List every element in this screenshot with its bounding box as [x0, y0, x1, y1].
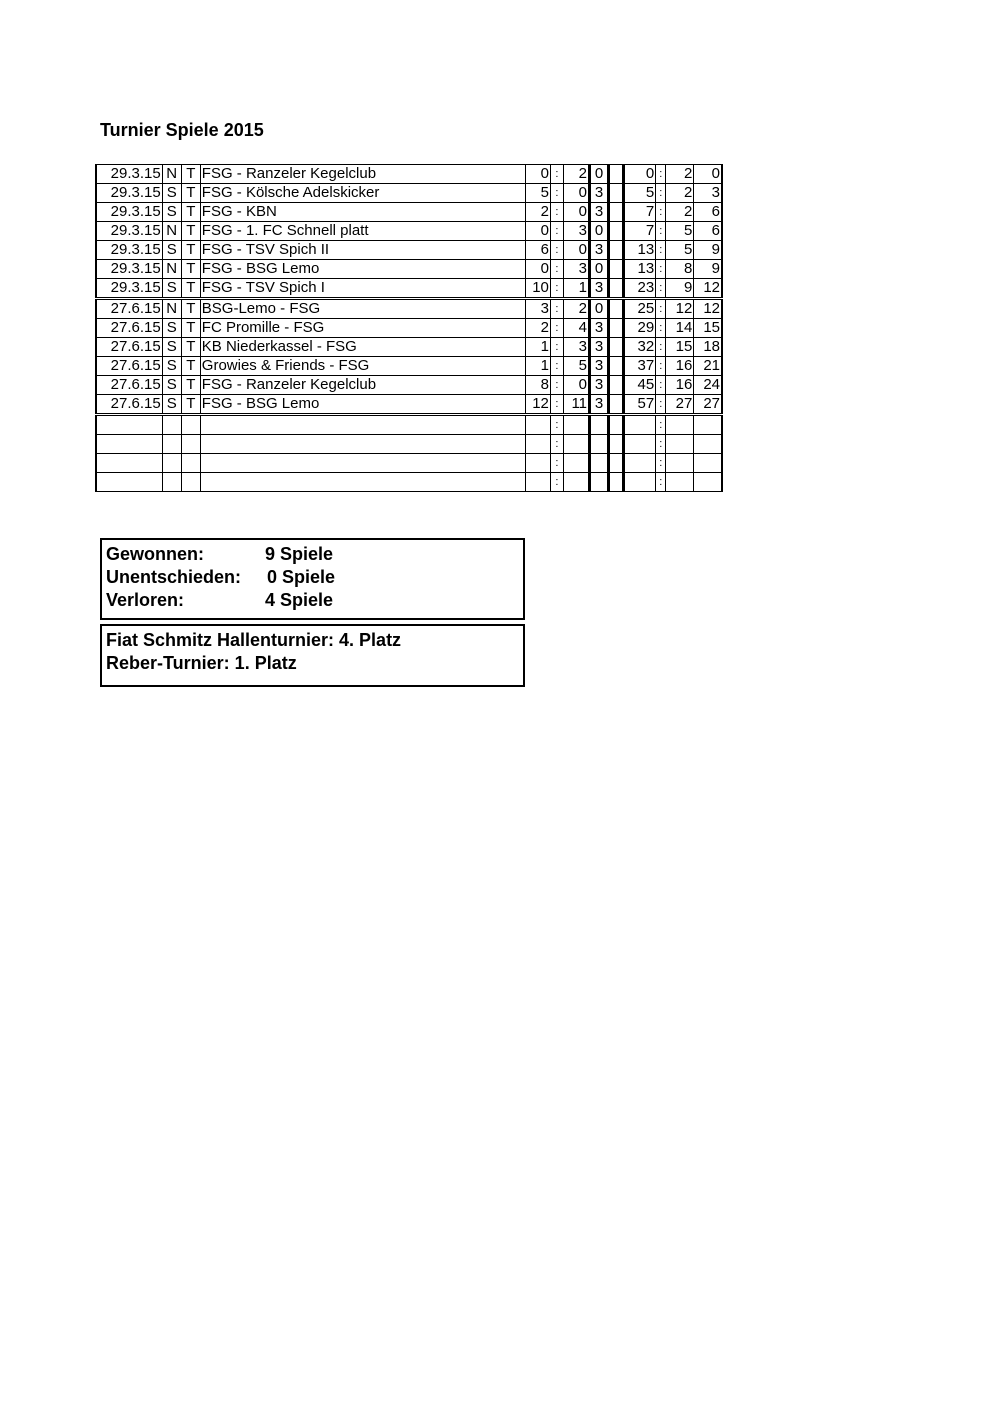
- spacer-cell: [609, 165, 624, 184]
- match-cell: FSG - BSG Lemo: [200, 395, 525, 415]
- table-row: [96, 203, 722, 222]
- score-home-cell: 6: [525, 241, 550, 260]
- date-cell: [96, 454, 162, 473]
- goals-colon: :: [656, 473, 666, 492]
- venue-cell: N: [162, 165, 181, 184]
- score-home-cell: 3: [525, 299, 550, 319]
- goals-for-cell: 45: [624, 376, 656, 395]
- score-colon: :: [550, 241, 563, 260]
- match-cell: FSG - TSV Spich II: [200, 241, 525, 260]
- date-cell: 27.6.15: [96, 338, 162, 357]
- date-cell: 29.3.15: [96, 260, 162, 279]
- type-cell: T: [181, 357, 200, 376]
- score-away-cell: 0: [563, 376, 589, 395]
- score-away-cell: 4: [563, 319, 589, 338]
- goals-against-cell: 27: [666, 395, 694, 415]
- goals-colon: :: [656, 222, 666, 241]
- points-cell: [590, 473, 609, 492]
- score-home-cell: 0: [525, 260, 550, 279]
- date-cell: 27.6.15: [96, 357, 162, 376]
- venue-cell: N: [162, 260, 181, 279]
- goals-for-cell: 5: [624, 184, 656, 203]
- points-cell: 3: [590, 357, 609, 376]
- table-row: [96, 435, 722, 454]
- type-cell: T: [181, 319, 200, 338]
- type-cell: T: [181, 338, 200, 357]
- total-points-cell: 0: [694, 165, 722, 184]
- total-points-cell: 27: [694, 395, 722, 415]
- venue-cell: S: [162, 279, 181, 299]
- goals-for-cell: 23: [624, 279, 656, 299]
- goals-against-cell: 2: [666, 203, 694, 222]
- score-away-cell: [563, 415, 589, 435]
- type-cell: [181, 435, 200, 454]
- total-points-cell: 24: [694, 376, 722, 395]
- type-cell: T: [181, 376, 200, 395]
- table-row: [96, 165, 722, 184]
- points-cell: 0: [590, 260, 609, 279]
- spacer-cell: [609, 319, 624, 338]
- score-colon: :: [550, 203, 563, 222]
- score-home-cell: 12: [525, 395, 550, 415]
- spacer-cell: [609, 222, 624, 241]
- score-away-cell: 3: [563, 260, 589, 279]
- type-cell: T: [181, 165, 200, 184]
- match-cell: FSG - Kölsche Adelskicker: [200, 184, 525, 203]
- venue-cell: S: [162, 241, 181, 260]
- goals-colon: :: [656, 415, 666, 435]
- goals-against-cell: [666, 454, 694, 473]
- score-home-cell: 0: [525, 222, 550, 241]
- won-value: 9 Spiele: [265, 544, 334, 564]
- spacer-cell: [609, 338, 624, 357]
- venue-cell: [162, 415, 181, 435]
- table-row: [96, 395, 722, 415]
- table-row: [96, 279, 722, 299]
- total-points-cell: 12: [694, 279, 722, 299]
- goals-for-cell: 25: [624, 299, 656, 319]
- type-cell: T: [181, 299, 200, 319]
- goals-against-cell: 15: [666, 338, 694, 357]
- goals-colon: :: [656, 435, 666, 454]
- score-away-cell: 3: [563, 338, 589, 357]
- score-home-cell: [525, 473, 550, 492]
- score-away-cell: [563, 454, 589, 473]
- tournament-result: Reber-Turnier: 1. Platz: [106, 653, 297, 673]
- goals-colon: :: [656, 338, 666, 357]
- match-cell: BSG-Lemo - FSG: [200, 299, 525, 319]
- date-cell: 29.3.15: [96, 184, 162, 203]
- spacer-cell: [609, 415, 624, 435]
- goals-against-cell: 2: [666, 184, 694, 203]
- score-away-cell: 2: [563, 165, 589, 184]
- tournament-result: Fiat Schmitz Hallenturnier: 4. Platz: [106, 630, 402, 650]
- goals-against-cell: 16: [666, 357, 694, 376]
- match-cell: [200, 473, 525, 492]
- venue-cell: S: [162, 357, 181, 376]
- total-points-cell: [694, 473, 722, 492]
- goals-against-cell: 5: [666, 241, 694, 260]
- venue-cell: [162, 473, 181, 492]
- score-away-cell: 3: [563, 222, 589, 241]
- goals-colon: :: [656, 184, 666, 203]
- score-home-cell: 2: [525, 203, 550, 222]
- goals-for-cell: 13: [624, 260, 656, 279]
- score-away-cell: 0: [563, 184, 589, 203]
- total-points-cell: 21: [694, 357, 722, 376]
- total-points-cell: [694, 435, 722, 454]
- goals-colon: :: [656, 241, 666, 260]
- match-cell: FC Promille - FSG: [200, 319, 525, 338]
- total-points-cell: 6: [694, 203, 722, 222]
- goals-against-cell: [666, 415, 694, 435]
- date-cell: 27.6.15: [96, 299, 162, 319]
- total-points-cell: 18: [694, 338, 722, 357]
- points-cell: 0: [590, 222, 609, 241]
- total-points-cell: [694, 454, 722, 473]
- spacer-cell: [609, 260, 624, 279]
- score-home-cell: [525, 454, 550, 473]
- points-cell: 3: [590, 338, 609, 357]
- spacer-cell: [609, 395, 624, 415]
- goals-colon: :: [656, 260, 666, 279]
- match-cell: Growies & Friends - FSG: [200, 357, 525, 376]
- goals-colon: :: [656, 376, 666, 395]
- goals-for-cell: 32: [624, 338, 656, 357]
- score-home-cell: [525, 435, 550, 454]
- score-colon: :: [550, 184, 563, 203]
- venue-cell: S: [162, 395, 181, 415]
- goals-for-cell: [624, 435, 656, 454]
- match-cell: FSG - Ranzeler Kegelclub: [200, 165, 525, 184]
- spacer-cell: [609, 299, 624, 319]
- score-colon: :: [550, 222, 563, 241]
- type-cell: T: [181, 395, 200, 415]
- venue-cell: S: [162, 338, 181, 357]
- date-cell: 29.3.15: [96, 165, 162, 184]
- venue-cell: N: [162, 299, 181, 319]
- goals-colon: :: [656, 203, 666, 222]
- type-cell: [181, 454, 200, 473]
- date-cell: 29.3.15: [96, 203, 162, 222]
- type-cell: [181, 473, 200, 492]
- match-cell: [200, 435, 525, 454]
- date-cell: 29.3.15: [96, 222, 162, 241]
- score-colon: :: [550, 473, 563, 492]
- venue-cell: [162, 435, 181, 454]
- date-cell: 27.6.15: [96, 376, 162, 395]
- goals-for-cell: 0: [624, 165, 656, 184]
- total-points-cell: [694, 415, 722, 435]
- total-points-cell: 6: [694, 222, 722, 241]
- goals-colon: :: [656, 395, 666, 415]
- score-away-cell: 2: [563, 299, 589, 319]
- table-row: [96, 319, 722, 338]
- date-cell: 29.3.15: [96, 241, 162, 260]
- venue-cell: S: [162, 376, 181, 395]
- type-cell: T: [181, 184, 200, 203]
- table-row: [96, 241, 722, 260]
- date-cell: 29.3.15: [96, 279, 162, 299]
- goals-for-cell: 7: [624, 222, 656, 241]
- goals-for-cell: [624, 415, 656, 435]
- type-cell: T: [181, 203, 200, 222]
- table-row: [96, 299, 722, 319]
- goals-for-cell: [624, 473, 656, 492]
- goals-against-cell: 8: [666, 260, 694, 279]
- score-colon: :: [550, 279, 563, 299]
- spacer-cell: [609, 279, 624, 299]
- points-cell: 3: [590, 395, 609, 415]
- total-points-cell: 12: [694, 299, 722, 319]
- spacer-cell: [609, 454, 624, 473]
- score-home-cell: 1: [525, 357, 550, 376]
- goals-for-cell: 29: [624, 319, 656, 338]
- venue-cell: [162, 454, 181, 473]
- goals-for-cell: 13: [624, 241, 656, 260]
- goals-against-cell: [666, 473, 694, 492]
- table-row: [96, 454, 722, 473]
- points-cell: 3: [590, 319, 609, 338]
- table-row: [96, 473, 722, 492]
- games-table: [95, 164, 723, 492]
- score-colon: :: [550, 299, 563, 319]
- score-colon: :: [550, 415, 563, 435]
- points-cell: [590, 454, 609, 473]
- score-away-cell: [563, 435, 589, 454]
- points-cell: 3: [590, 279, 609, 299]
- lost-label: Verloren:: [106, 590, 185, 610]
- match-cell: FSG - KBN: [200, 203, 525, 222]
- total-points-cell: 3: [694, 184, 722, 203]
- table-row: [96, 222, 722, 241]
- type-cell: T: [181, 279, 200, 299]
- score-away-cell: 11: [563, 395, 589, 415]
- score-away-cell: 0: [563, 241, 589, 260]
- venue-cell: S: [162, 203, 181, 222]
- spacer-cell: [609, 435, 624, 454]
- goals-colon: :: [656, 299, 666, 319]
- goals-against-cell: 2: [666, 165, 694, 184]
- points-cell: [590, 435, 609, 454]
- score-colon: :: [550, 395, 563, 415]
- table-row: [96, 357, 722, 376]
- venue-cell: S: [162, 319, 181, 338]
- score-colon: :: [550, 165, 563, 184]
- score-home-cell: 2: [525, 319, 550, 338]
- match-cell: KB Niederkassel - FSG: [200, 338, 525, 357]
- goals-for-cell: 7: [624, 203, 656, 222]
- goals-against-cell: 12: [666, 299, 694, 319]
- page-title: Turnier Spiele 2015: [100, 120, 264, 140]
- spacer-cell: [609, 357, 624, 376]
- date-cell: [96, 415, 162, 435]
- type-cell: T: [181, 260, 200, 279]
- goals-against-cell: 16: [666, 376, 694, 395]
- points-cell: 0: [590, 165, 609, 184]
- score-home-cell: 0: [525, 165, 550, 184]
- table-row: [96, 338, 722, 357]
- score-home-cell: 5: [525, 184, 550, 203]
- total-points-cell: 9: [694, 260, 722, 279]
- total-points-cell: 9: [694, 241, 722, 260]
- match-cell: FSG - Ranzeler Kegelclub: [200, 376, 525, 395]
- spacer-cell: [609, 203, 624, 222]
- table-row: [96, 184, 722, 203]
- venue-cell: S: [162, 184, 181, 203]
- score-colon: :: [550, 454, 563, 473]
- points-cell: 0: [590, 299, 609, 319]
- date-cell: 27.6.15: [96, 395, 162, 415]
- score-colon: :: [550, 435, 563, 454]
- score-colon: :: [550, 319, 563, 338]
- score-home-cell: 10: [525, 279, 550, 299]
- table-row: [96, 260, 722, 279]
- total-points-cell: 15: [694, 319, 722, 338]
- score-away-cell: [563, 473, 589, 492]
- match-cell: [200, 454, 525, 473]
- score-home-cell: [525, 415, 550, 435]
- date-cell: [96, 435, 162, 454]
- goals-for-cell: [624, 454, 656, 473]
- goals-colon: :: [656, 454, 666, 473]
- goals-against-cell: 9: [666, 279, 694, 299]
- lost-value: 4 Spiele: [265, 590, 334, 610]
- match-cell: FSG - TSV Spich I: [200, 279, 525, 299]
- type-cell: [181, 415, 200, 435]
- spacer-cell: [609, 376, 624, 395]
- spacer-cell: [609, 241, 624, 260]
- score-away-cell: 5: [563, 357, 589, 376]
- score-colon: :: [550, 357, 563, 376]
- goals-for-cell: 57: [624, 395, 656, 415]
- match-cell: [200, 415, 525, 435]
- score-home-cell: 1: [525, 338, 550, 357]
- match-cell: FSG - BSG Lemo: [200, 260, 525, 279]
- score-away-cell: 1: [563, 279, 589, 299]
- summary-box: [100, 538, 525, 620]
- date-cell: 27.6.15: [96, 319, 162, 338]
- won-label: Gewonnen:: [106, 544, 204, 564]
- type-cell: T: [181, 241, 200, 260]
- goals-colon: :: [656, 357, 666, 376]
- goals-colon: :: [656, 319, 666, 338]
- score-away-cell: 0: [563, 203, 589, 222]
- goals-colon: :: [656, 279, 666, 299]
- score-colon: :: [550, 376, 563, 395]
- draw-label: Unentschieden:: [106, 567, 242, 587]
- venue-cell: N: [162, 222, 181, 241]
- goals-against-cell: [666, 435, 694, 454]
- spacer-cell: [609, 184, 624, 203]
- match-cell: FSG - 1. FC Schnell platt: [200, 222, 525, 241]
- score-home-cell: 8: [525, 376, 550, 395]
- points-cell: 3: [590, 376, 609, 395]
- points-cell: [590, 415, 609, 435]
- points-cell: 3: [590, 184, 609, 203]
- date-cell: [96, 473, 162, 492]
- goals-for-cell: 37: [624, 357, 656, 376]
- tournament-box: [100, 624, 525, 687]
- score-colon: :: [550, 260, 563, 279]
- draw-value: 0 Spiele: [267, 567, 336, 587]
- goals-against-cell: 5: [666, 222, 694, 241]
- goals-colon: :: [656, 165, 666, 184]
- goals-against-cell: 14: [666, 319, 694, 338]
- points-cell: 3: [590, 241, 609, 260]
- score-colon: :: [550, 338, 563, 357]
- table-row: [96, 376, 722, 395]
- table-row: [96, 415, 722, 435]
- type-cell: T: [181, 222, 200, 241]
- points-cell: 3: [590, 203, 609, 222]
- spacer-cell: [609, 473, 624, 492]
